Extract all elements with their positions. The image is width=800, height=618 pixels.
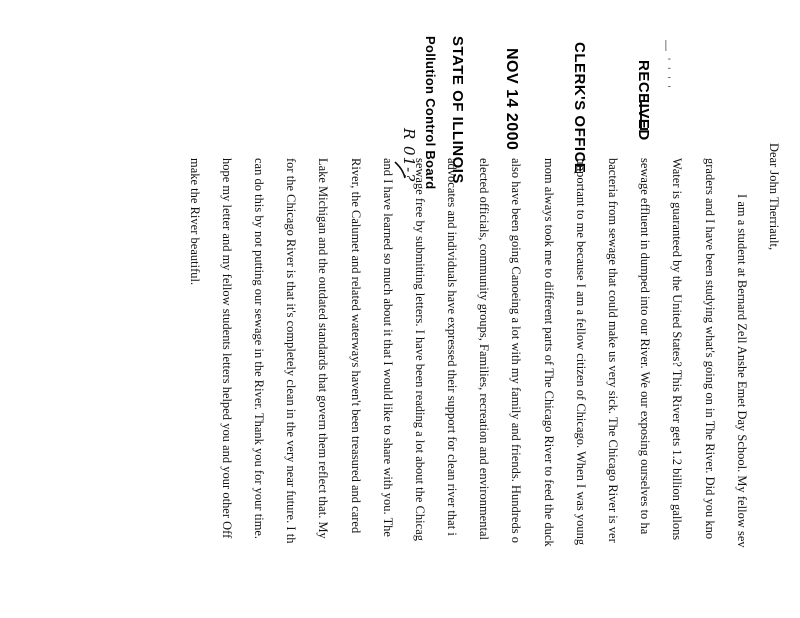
letter-line: graders and I have been studying what's going on in The River. Did you kno	[702, 158, 717, 540]
letter-line: mom always took me to different parts of The Chicago River to feed the duck	[541, 158, 556, 547]
letter-line: River, the Calumet and related waterways haven't been treasured and cared	[348, 158, 363, 534]
stamp-state: STATE OF ILLINOIS	[449, 36, 466, 184]
handwritten-docket-note: R 01-?	[400, 128, 418, 183]
letter-line: Lake Michigan and the outdated standards that govern them reflect that. My	[316, 158, 331, 539]
letter-line: also have been going Canoeing a lot with my family and friends. Hundreds o	[509, 158, 524, 543]
stamp-date: NOV 14 2000	[503, 48, 520, 151]
letter-line: make the River beautiful.	[187, 158, 202, 286]
letter-line: for the Chicago River is that it's completely clean in the very near future. I th	[284, 158, 299, 544]
letter-line: advocates and individuals have expressed their support for clean river that i	[445, 158, 460, 536]
letter-line: elected officials, community groups, Families, recreation and environmental	[477, 158, 492, 541]
page-corner-marks: — ' ' ' '	[660, 40, 672, 90]
letter-line: Water is guaranteed by the United States? This River gets 1.2 billion gallons	[670, 158, 685, 541]
letter-line: and I have learned so much about it that I would like to share with you. The	[380, 158, 395, 537]
letter-line: I am a student at Bernard Zell Anshe Emet Day School. My fellow sev	[734, 194, 749, 548]
received-stamp-line: RECEIVED	[635, 60, 652, 141]
letter-line: bacteria from sewage that could make us very sick. The Chicago River is ver	[606, 158, 621, 543]
letter-body	[178, 48, 790, 608]
letter-line: hope my letter and my fellow students letters helped you and your other Off	[219, 158, 234, 539]
letter-line: important to me because I am a fellow citizen of Chicago. When I was young	[573, 158, 588, 546]
stamp-board: Pollution Control Board	[423, 36, 438, 190]
clerks-office-stamp-line: CLERK'S OFFICE	[571, 42, 588, 174]
letter-line: can do this by not putting our sewage in the River. Thank you for your time.	[252, 158, 266, 540]
letter-line: sewage free by submitting letters. I have been reading a lot about the Chicag	[412, 158, 427, 542]
letter-line: sewage effluent in dumped into our River. We our exposing ourselves to ha	[638, 158, 653, 535]
letter-salutation: Dear John Therriault,	[767, 143, 781, 251]
